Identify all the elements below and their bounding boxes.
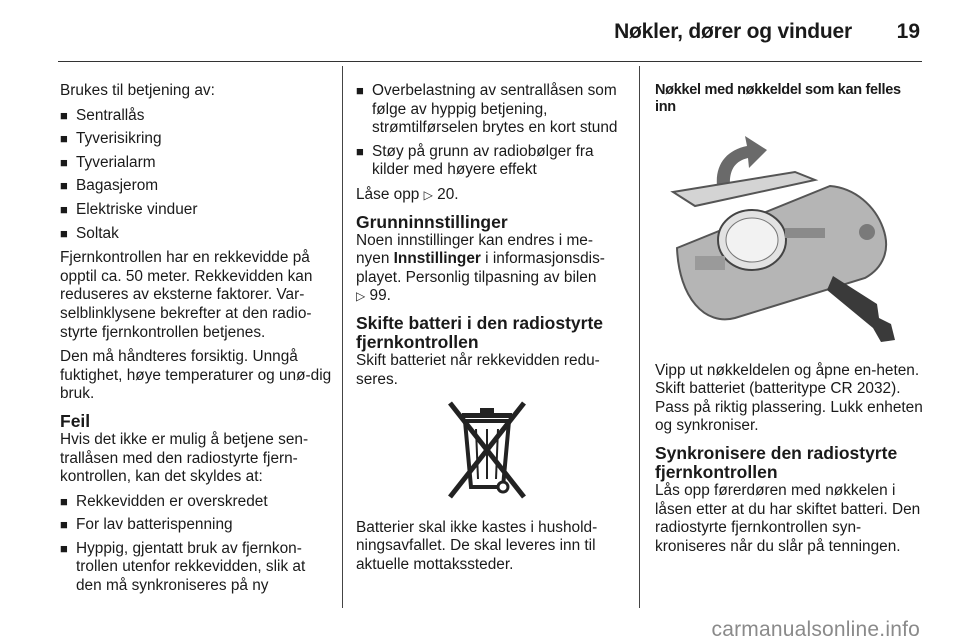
column-divider-1	[342, 66, 343, 608]
settings-menu-label: Innstillinger	[393, 250, 481, 268]
basic-settings-heading: Grunninnstillinger	[356, 211, 508, 232]
list-item: ■ Elektriske vinduer	[60, 200, 198, 218]
fault-list-continued	[356, 82, 618, 180]
sync-heading: Synkronisere den radiostyrte fjernkontrollen	[655, 442, 898, 482]
watermark: carmanualsonline.info	[711, 618, 920, 641]
feature-list	[60, 107, 332, 244]
list-item: ■ Tyverisikring	[60, 130, 162, 148]
disposal-text: Batterier skal ikke kastes i hushold-ningsavfallet. De skal leveres inn til aktuelle mottakssteder.	[356, 518, 598, 573]
list-item: ■ Tyverialarm	[60, 153, 156, 171]
list-item: ■ Soltak	[60, 224, 119, 242]
list-item: ■ Rekkevidden er overskredet	[60, 492, 268, 510]
fault-text: Hvis det ikke er mulig å betjene sen-trallåsen med den radiostyrte fjern-kontrollen, kan det skyldes at:	[60, 430, 309, 486]
header-divider	[58, 61, 922, 62]
triangle-pointer-icon: ▷	[356, 289, 366, 304]
crossref-link[interactable]: 20.	[437, 185, 459, 203]
page-title: Nøkler, dører og vinduer	[614, 20, 852, 43]
bullet-icon: ■	[356, 83, 364, 98]
bullet-icon: ■	[356, 143, 364, 159]
sync-text: Lås opp førerdøren med nøkkelen i låsen etter at du har skiftet batteri. Den radiostyrte fjernkontrollen syn-kroniseres når du slår på tenningen.	[655, 481, 921, 555]
bullet-icon: ■	[60, 493, 68, 509]
list-item: ■ Støy på grunn av radiobølger fra kilder med høyere effekt	[356, 142, 594, 179]
list-item: ■ Hyppig, gjentatt bruk av fjernkon-trollen utenfor rekkevidden, slik at den må synkroniseres på ny	[60, 539, 306, 595]
fault-list	[60, 493, 332, 596]
page-header	[0, 0, 960, 62]
battery-text: Skift batteriet når rekkevidden redu-seres.	[356, 351, 600, 388]
bullet-icon: ■	[60, 201, 68, 217]
page-number: 19	[896, 20, 920, 43]
column-divider-2	[639, 66, 640, 608]
column-2	[356, 82, 618, 581]
bullet-icon: ■	[60, 178, 68, 194]
crossed-bin-icon	[356, 399, 618, 509]
bullet-icon: ■	[60, 131, 68, 147]
bullet-icon: ■	[60, 154, 68, 170]
folding-key-heading: Nøkkel med nøkkeldel som kan felles inn	[655, 82, 901, 115]
bullet-icon: ■	[60, 540, 68, 556]
list-item: ■ Overbelastning av sentrallåsen som følge av hyppig betjening, strømtilførselen brytes en kort stund	[356, 82, 618, 137]
list-item: ■ For lav batterispenning	[60, 516, 233, 534]
list-item: ■ Sentrallås	[60, 106, 145, 124]
crossref-link[interactable]: 99.	[369, 287, 391, 305]
bullet-icon: ■	[60, 225, 68, 241]
basic-settings-text: Noen innstillinger kan endres i me-nyen Innstillinger i informasjonsdis-playet. Personlig tilpasning av bilen ▷ 99.	[356, 231, 605, 305]
care-paragraph: Den må håndteres forsiktig. Unngå fuktighet, høye temperaturer og unø-dig bruk.	[60, 348, 332, 403]
key-battery-illustration	[655, 128, 923, 352]
list-item: ■ Bagasjerom	[60, 177, 159, 195]
column-3	[655, 82, 923, 562]
unlock-crossref: Låse opp ▷ 20.	[356, 185, 459, 203]
column-1	[60, 82, 332, 602]
fault-heading: Feil	[60, 410, 91, 431]
battery-heading: Skifte batteri i den radiostyrte fjernkontrollen	[356, 312, 604, 352]
bullet-icon: ■	[60, 517, 68, 533]
triangle-pointer-icon: ▷	[423, 187, 433, 202]
bullet-icon: ■	[60, 107, 68, 123]
range-paragraph: Fjernkontrollen har en rekkevidde på opptil ca. 50 meter. Rekkevidden kan reduseres av eksterne faktorer. Var-selblinklysene bekrefter at den radio-styrte fjernkontrollen betjenes.	[60, 249, 313, 341]
intro-text: Brukes til betjening av:	[60, 82, 215, 99]
key-text: Vipp ut nøkkeldelen og åpne en-heten. Skift batteriet (batteritype CR 2032). Pass på riktig plassering. Lukk enheten og synkroniser.	[655, 361, 923, 435]
